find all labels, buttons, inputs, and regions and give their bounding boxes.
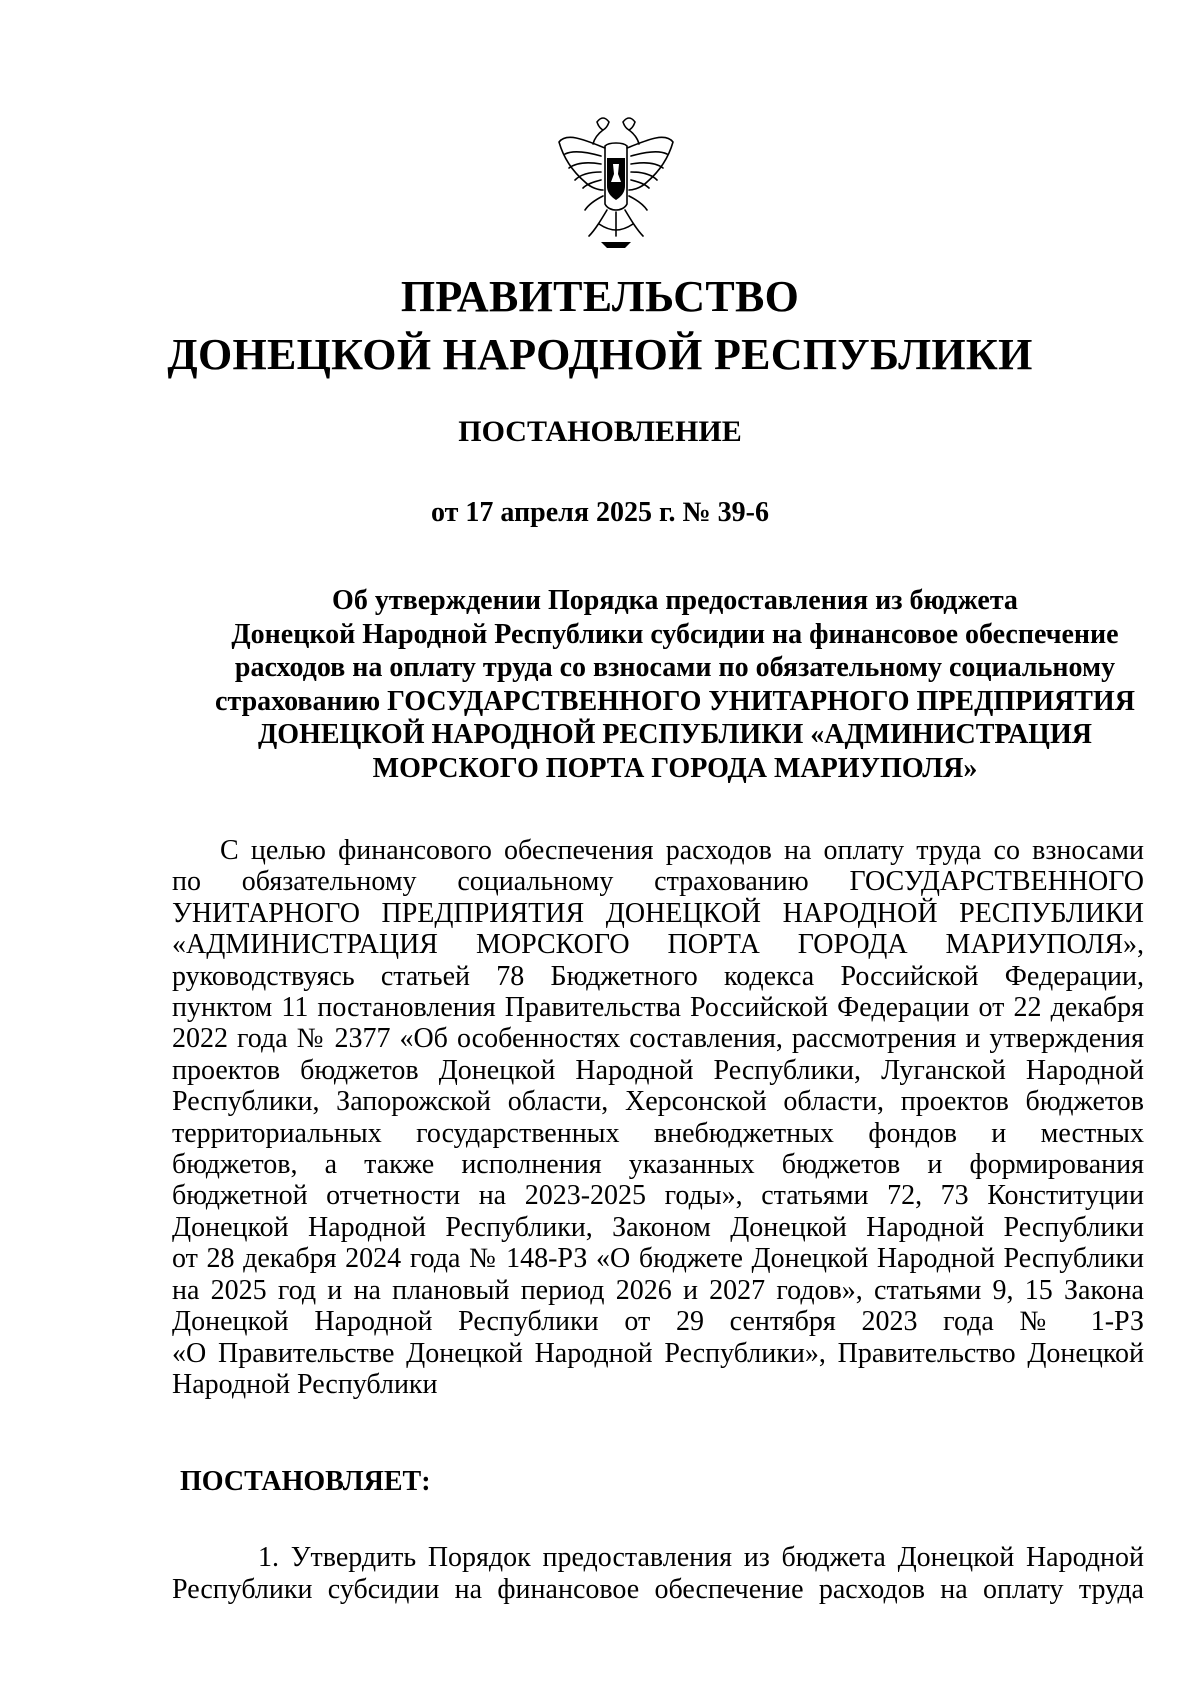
preamble-line: «АДМИНИСТРАЦИЯ МОРСКОГО ПОРТА ГОРОДА МАРИУПОЛЯ», [172,929,1144,961]
document-subject [180,584,1170,785]
preamble-line: бюджетов, а также исполнения указанных бюджетов и формирования [172,1149,1144,1181]
government-title-line: ДОНЕЦКОЙ НАРОДНОЙ РЕСПУБЛИКИ [167,330,1033,379]
coat-of-arms-icon [555,112,677,252]
government-title [0,268,1200,384]
preamble-line: пунктом 11 постановления Правительства Российской Федерации от 22 декабря [172,992,1144,1024]
subject-line: расходов на оплату труда со взносами по обязательному социальному [234,652,1116,683]
subject-line: страхованию ГОСУДАРСТВЕННОГО УНИТАРНОГО ПРЕДПРИЯТИЯ [215,685,1135,717]
item-line: Республики субсидии на финансовое обеспечение расходов на оплату труда [172,1574,1144,1605]
resolution-item-1 [172,1542,1144,1606]
preamble-line: Республики, Запорожской области, Херсонской области, проектов бюджетов [172,1086,1144,1118]
preamble-line: Донецкой Народной Республики от 29 сентября 2023 года № 1-РЗ [172,1306,1144,1338]
subject-line: Об утверждении Порядка предоставления из бюджета [332,585,1018,616]
preamble-line: «О Правительстве Донецкой Народной Республики», Правительство Донецкой [172,1337,1144,1369]
subject-line: МОРСКОГО ПОРТА ГОРОДА МАРИУПОЛЯ» [372,752,978,784]
preamble-line: Народной Республики [172,1368,438,1400]
preamble-line: от 28 декабря 2024 года № 148-РЗ «О бюджете Донецкой Народной Республики [172,1243,1144,1275]
preamble-line: на 2025 год и на плановый период 2026 и 2027 годов», статьями 9, 15 Закона [172,1274,1144,1306]
preamble-line: 2022 года № 2377 «Об особенностях составления, рассмотрения и утверждения [172,1023,1144,1055]
preamble-line: УНИТАРНОГО ПРЕДПРИЯТИЯ ДОНЕЦКОЙ НАРОДНОЙ РЕСПУБЛИКИ [172,897,1144,929]
preamble-line: по обязательному социальному страхованию ГОСУДАРСТВЕННОГО [172,866,1144,898]
subject-line: Донецкой Народной Республики субсидии на финансовое обеспечение [231,618,1119,650]
document-type: ПОСТАНОВЛЕНИЕ [458,415,742,448]
preamble-line: бюджетной отчетности на 2023-2025 годы», статьями 72, 73 Конституции [172,1180,1144,1212]
preamble-line: Донецкой Народной Республики, Законом Донецкой Народной Республики [172,1211,1144,1243]
preamble-line: руководствуясь статьей 78 Бюджетного кодекса Российской Федерации, [172,960,1144,992]
government-title-line: ПРАВИТЕЛЬСТВО [400,272,800,321]
preamble-paragraph [172,835,1144,1400]
preamble-line: территориальных государственных внебюджетных фондов и местных [172,1117,1144,1149]
resolves-heading: ПОСТАНОВЛЯЕТ: [180,1466,431,1497]
preamble-line: проектов бюджетов Донецкой Народной Республики, Луганской Народной [172,1054,1144,1086]
subject-line: ДОНЕЦКОЙ НАРОДНОЙ РЕСПУБЛИКИ «АДМИНИСТРАЦИЯ [258,719,1092,750]
preamble-line: С целью финансового обеспечения расходов на оплату труда со взносами [220,835,1144,866]
item-line: 1. Утвердить Порядок предоставления из бюджета Донецкой Народной [258,1542,1144,1573]
document-date-number: от 17 апреля 2025 г. № 39-6 [430,497,770,528]
